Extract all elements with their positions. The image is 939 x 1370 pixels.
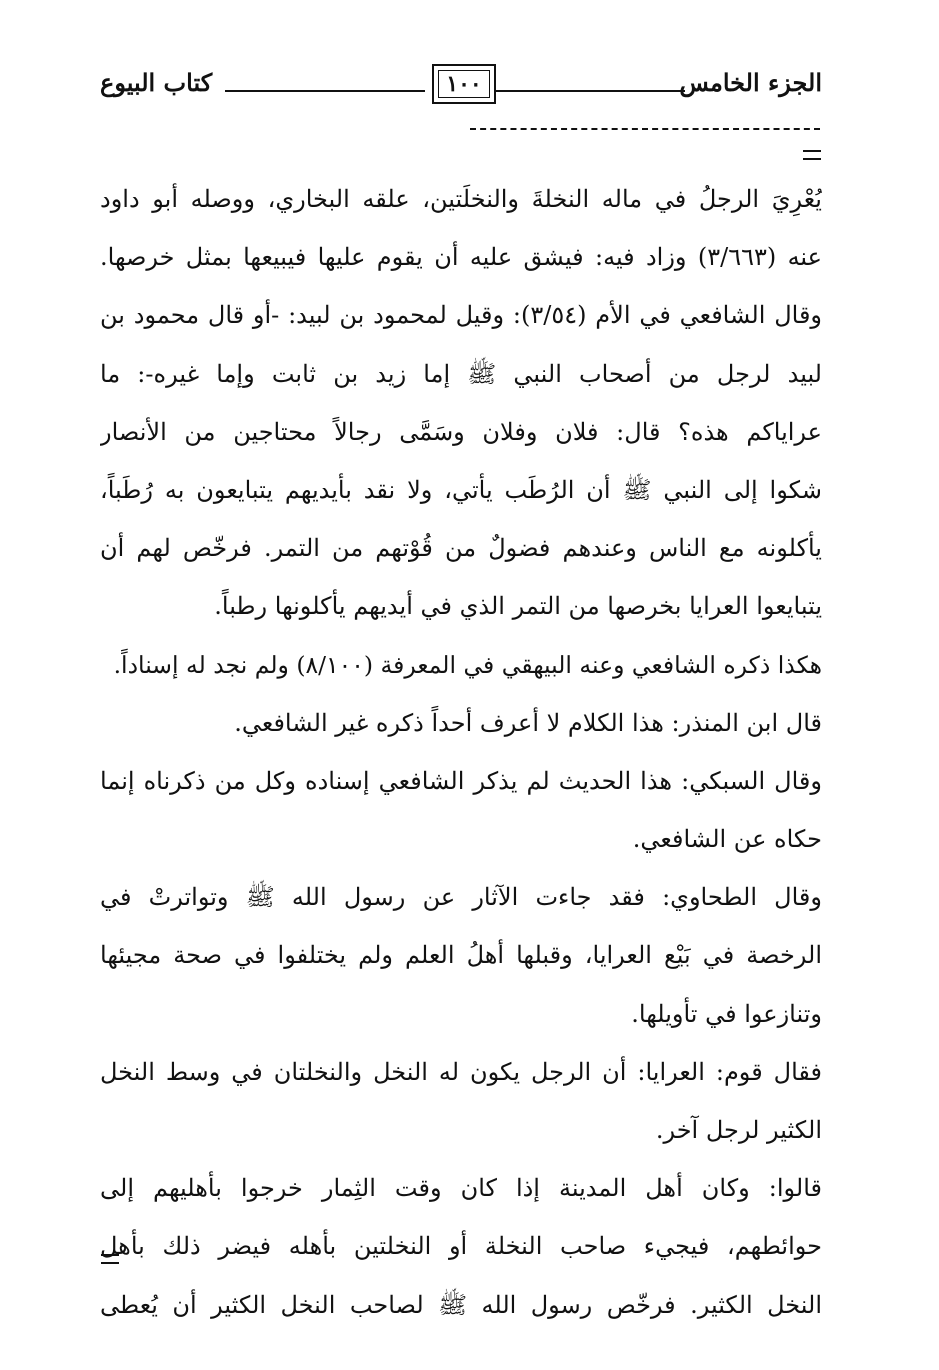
volume-label: الجزء الخامس xyxy=(679,68,822,97)
text-line: وتنازعوا في تأويلها. xyxy=(631,999,822,1028)
header-rule xyxy=(225,90,425,92)
page-number: ١٠٠ xyxy=(432,64,496,104)
text-line: الكثير لرجل آخر. xyxy=(655,1116,822,1144)
text-line: النخل الكثير. فرخّص رسول الله ﷺ لصاحب النخل الكثير أن يُعطى xyxy=(100,1290,822,1319)
header-dashed-divider xyxy=(470,128,820,130)
text-line: عراياكم هذه؟ قال: فلان وفلان وسَمَّى رجالاً محتاجين من الأنصار xyxy=(100,417,822,446)
text-line: وقال السبكي: هذا الحديث لم يذكر الشافعي إسناده وكل من ذكرناه إنما xyxy=(100,766,822,795)
book-title: كتاب البيوع xyxy=(100,68,213,97)
body-text xyxy=(100,170,822,1334)
text-line: فقال قوم: العرايا: أن الرجل يكون له النخل والنخلتان في وسط النخل xyxy=(100,1057,822,1086)
text-line: يُعْرِيَ الرجلُ في ماله النخلةَ والنخلَتين، علقه البخاري، ووصله أبو داود xyxy=(100,185,822,213)
text-line: قال ابن المنذر: هذا الكلام لا أعرف أحداً ذكره غير الشافعي. xyxy=(234,708,822,737)
text-line: وقال الشافعي في الأم (٣/٥٤): وقيل لمحمود بن لبيد: -أو قال محمود بن xyxy=(100,301,822,330)
text-line: حكاه عن الشافعي. xyxy=(632,825,822,854)
continuation-mark xyxy=(803,150,821,160)
text-line: لبيد لرجل من أصحاب النبي ﷺ إما زيد بن ثابت وإما غيره-: ما xyxy=(100,359,822,388)
text-line: الرخصة في بَيْع العرايا، وقبلها أهلُ العلم ولم يختلفوا في صحة مجيئها xyxy=(100,941,822,970)
text-line: يأكلونه مع الناس وعندهم فضولٌ من قُوْتهم من التمر. فرخّص لهم أن xyxy=(100,534,822,563)
text-line: حوائطهم، فيجيء صاحب النخلة أو النخلتين بأهله فيضر ذلك بأهل xyxy=(100,1232,822,1261)
text-line: عنه (٣/٦٦٣) وزاد فيه: فيشق عليه أن يقوم عليها فيبيعها بمثل خرصها. xyxy=(100,243,822,272)
continuation-mark xyxy=(101,1254,119,1264)
header-rule xyxy=(495,90,685,92)
text-line: هكذا ذكره الشافعي وعنه البيهقي في المعرفة (٨/١٠٠) ولم نجد له إسناداً. xyxy=(113,650,822,679)
running-header xyxy=(100,62,822,116)
text-line: شكوا إلى النبي ﷺ أن الرُطَب يأتي، ولا نقد بأيديهم يتبايعون به رُطَباً، xyxy=(100,475,822,504)
text-line: يتبايعوا العرايا بخرصها من التمر الذي في أيديهم يأكلونها رطباً. xyxy=(214,592,822,621)
text-line: قالوا: وكان أهل المدينة إذا كان وقت الثِمار خرجوا بأهليهم إلى xyxy=(100,1174,822,1203)
text-line: وقال الطحاوي: فقد جاءت الآثار عن رسول الله ﷺ وتواترتْ في xyxy=(100,883,822,912)
